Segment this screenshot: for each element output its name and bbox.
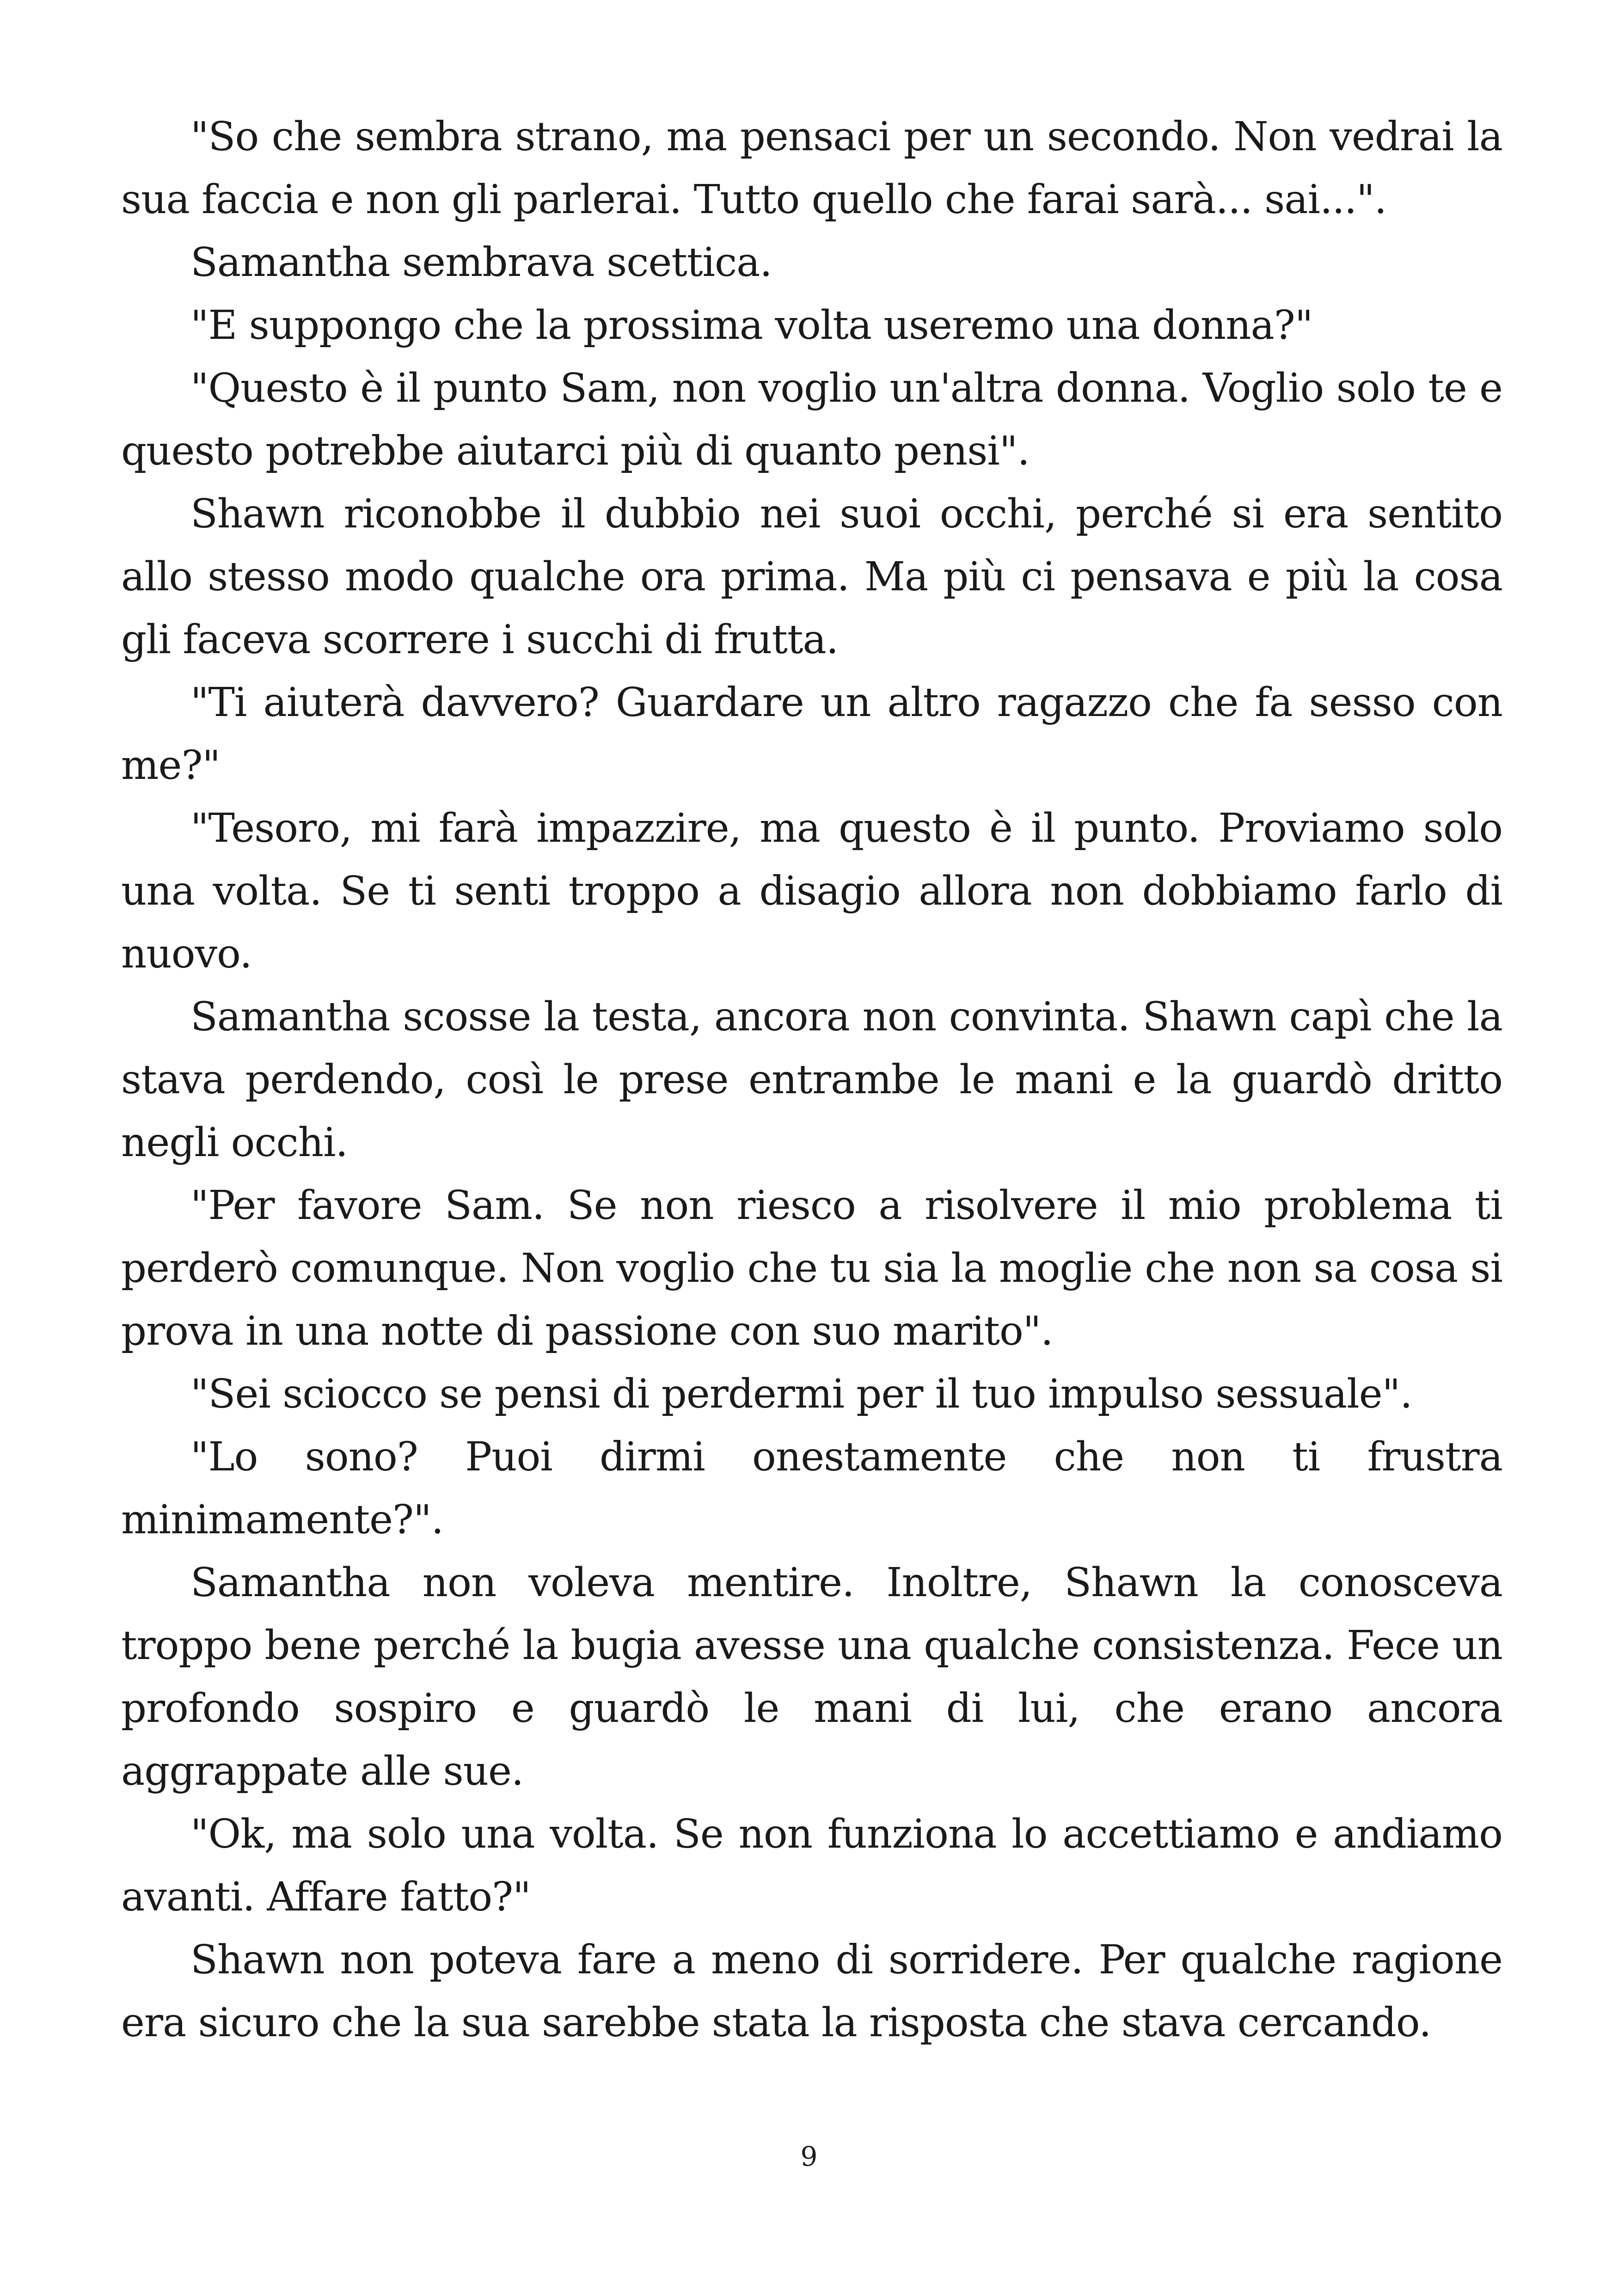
page-number: 9 <box>800 2141 818 2172</box>
body-text <box>121 105 1502 2054</box>
paragraph: "Sei sciocco se pensi di perdermi per il tuo impulso sessuale". <box>190 1371 1412 1417</box>
paragraph: Shawn non poteva fare a meno di sorridere. Per qualche ragione era sicuro che la sua sarebbe stata la risposta che stava cercando. <box>121 1937 1502 2046</box>
paragraph: "Tesoro, mi farà impazzire, ma questo è il punto. Proviamo solo una volta. Se ti senti troppo a disagio allora non dobbiamo farlo di nuovo. <box>121 805 1502 977</box>
paragraph: "Questo è il punto Sam, non voglio un'altra donna. Voglio solo te e questo potrebbe aiutarci più di quanto pensi". <box>121 365 1502 474</box>
paragraph: "Lo sono? Puoi dirmi onestamente che non ti frustra minimamente?". <box>121 1434 1502 1543</box>
paragraph: "E suppongo che la prossima volta useremo una donna?" <box>190 302 1313 349</box>
paragraph: Samantha non voleva mentire. Inoltre, Shawn la conosceva troppo bene perché la bugia avesse una qualche consistenza. Fece un profondo sospiro e guardò le mani di lui, che erano ancora aggrappate alle sue. <box>121 1560 1502 1794</box>
paragraph: Samantha sembrava scettica. <box>190 239 772 286</box>
paragraph: Shawn riconobbe il dubbio nei suoi occhi, perché si era sentito allo stesso modo qualche ora prima. Ma più ci pensava e più la cosa gli faceva scorrere i succhi di frutta. <box>121 491 1502 663</box>
paragraph: "Ti aiuterà davvero? Guardare un altro ragazzo che fa sesso con me?" <box>121 680 1502 789</box>
paragraph: "So che sembra strano, ma pensaci per un secondo. Non vedrai la sua faccia e non gli parlerai. Tutto quello che farai sarà... sai...". <box>121 114 1502 223</box>
paragraph: Samantha scosse la testa, ancora non convinta. Shawn capì che la stava perdendo, così le prese entrambe le mani e la guardò dritto negli occhi. <box>121 994 1502 1166</box>
paragraph: "Ok, ma solo una volta. Se non funziona lo accettiamo e andiamo avanti. Affare fatto?" <box>121 1811 1502 1920</box>
paragraph: "Per favore Sam. Se non riesco a risolvere il mio problema ti perderò comunque. Non voglio che tu sia la moglie che non sa cosa si prova in una notte di passione con suo marito". <box>121 1182 1502 1354</box>
